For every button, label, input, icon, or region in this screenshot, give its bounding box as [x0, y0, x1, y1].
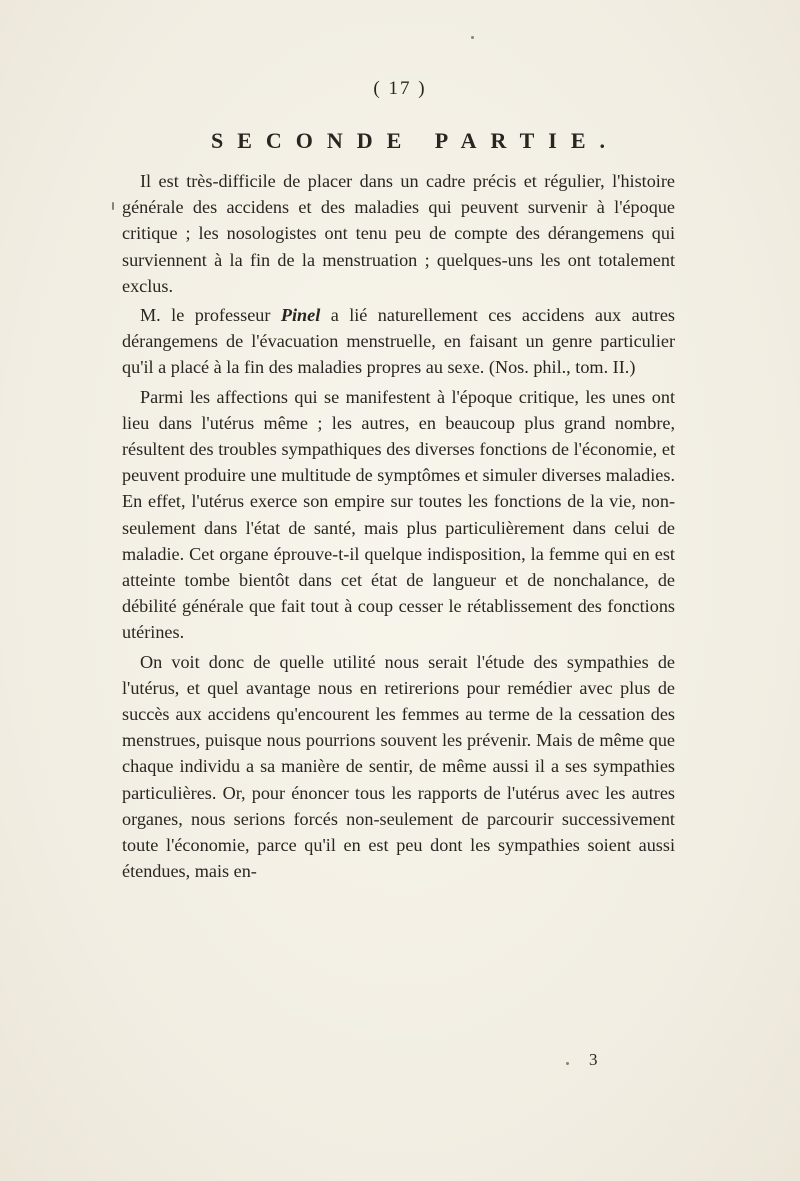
signature-mark: 3: [589, 1050, 598, 1069]
paragraph-2: [122, 302, 675, 381]
paragraph-1: Il est très-difficile de placer dans un cadre précis et régulier, l'histoire générale des accidens et des maladies qui peuvent survenir à l'époque critique ; les nosologistes ont tenu peu de compte des dérangemens qui surviennent à la fin de la menstruation ; quelques-uns les ont totalement exclus.: [122, 171, 675, 296]
page-number: ( 17 ): [373, 78, 427, 99]
paragraph-2-rest: a lié naturellement ces accidens aux autres dérangemens de l'évacuation menstruelle, en faisant un genre particulier qu'il a placé à la fin des maladies propres au sexe. (Nos. phil., tom. II.): [122, 305, 675, 378]
paper-speck: [566, 1062, 569, 1065]
paper-speck: [471, 36, 474, 39]
paragraph-2-lead: M. le professeur: [140, 305, 281, 326]
paragraph-4: On voit donc de quelle utilité nous serait l'étude des sympathies de l'utérus, et quel avantage nous en retirerions pour remédier avec plus de succès aux accidens qu'encourent les femmes au terme de la cessation des menstrues, puisque nous pourrions souvent les prévenir. Mais de même que chaque individu a sa manière de sentir, de même aussi il a ses sympathies particulières. Or, pour énoncer tous les rapports de l'utérus avec les autres organes, nous serions forcés non-seulement de parcourir successivement toute l'économie, parce qu'il en est peu dont les sympathies soient aussi étendues, mais en-: [122, 651, 675, 882]
margin-mark: [112, 202, 114, 210]
part-title: SECONDE PARTIE.: [210, 128, 620, 153]
author-name-pinel: Pinel: [280, 305, 321, 326]
paragraph-3: Parmi les affections qui se manifestent à l'époque critique, les unes ont lieu dans l'utérus même ; les autres, en beaucoup plus grand nombre, résultent des troubles sympathiques des diverses fonctions de l'économie, et peuvent produire une multitude de symptômes et simuler diverses maladies. En effet, l'utérus exerce son empire sur toutes les fonctions de la vie, non-seulement dans l'état de santé, mais plus particulièrement dans celui de maladie. Cet organe éprouve-t-il quelque indisposition, la femme qui en est atteinte tombe bientôt dans cet état de langueur et de nonchalance, de débilité générale que fait tout à coup cesser le rétablissement des fonctions utérines.: [122, 386, 675, 643]
body-text: [122, 168, 675, 887]
